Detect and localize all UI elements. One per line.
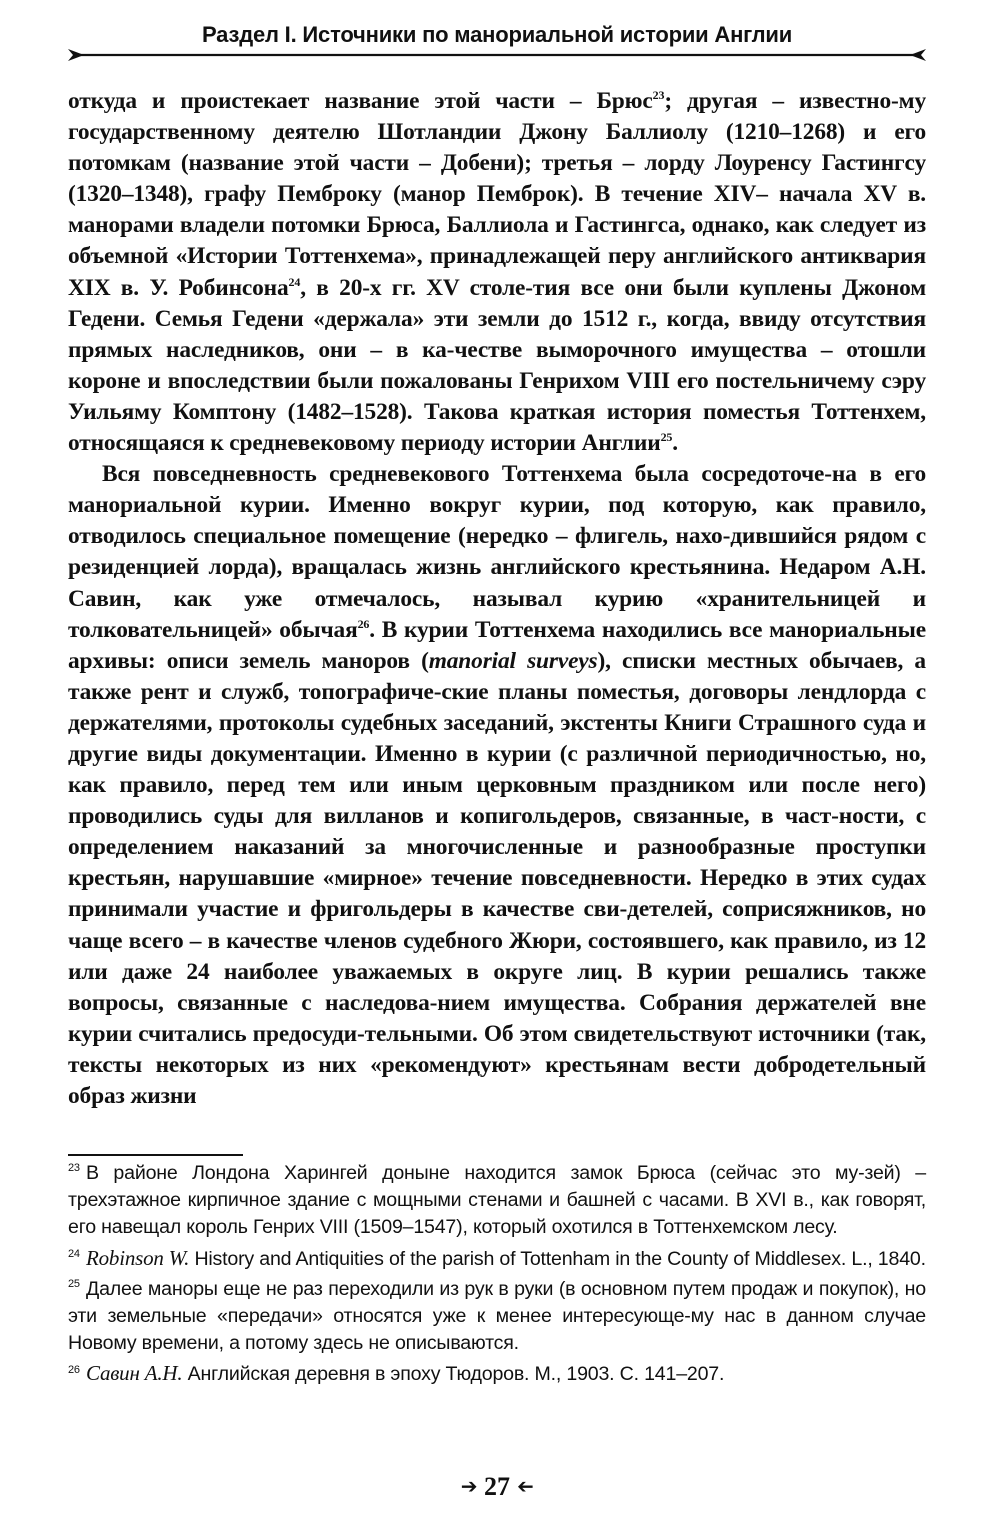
text-run: В районе Лондона Харингей доныне находится замок Брюса (сейчас это му-зей) – трехэтажное кирпичное здание с мощными стенами и башней с часами. В XVI в., как говорят, его навещал король Генрих VIII (1509–1547), который охотился в Тоттенхемском лесу. <box>68 1162 926 1239</box>
footnote-ref: 25 <box>660 430 673 445</box>
text-run: ), списки местных обычаев, а также рент и служб, топографиче-ские планы поместья, договоры лендлорда с держателями, протоколы судебных заседаний, экстенты Книги Страшного суда и другие виды документации. Именно в курии (с различной периодичностью, но, как правило, перед тем или иным церковным праздником или после него) проводились суды для вилланов и копигольдеров, связанные, в част-ности, с определением наказаний за многочисленные и разнообразные проступки крестьян, нарушавшие «мирное» течение повседневности. Нередко в этих судах принимали участие и фригольдеры в качестве сви-детелей, соприсяжников, но чаще всего – в качестве членов судебного Жюри, состоявшего, как правило, из 12 или даже 24 наиболее уважаемых в округе лиц. В курии решались также вопросы, связанные с наследова-нием имущества. Собрания держателей вне курии считались предосуди-тельными. Об этом свидетельствуют источники (так, тексты некоторых из них «рекомендуют» крестьянам вести добродетельный образ жизни <box>68 647 926 1109</box>
italic-text: Robinson W. <box>86 1245 190 1270</box>
book-page <box>68 0 926 1529</box>
footnote: 26 Савин А.Н. Английская деревня в эпоху Тюдоров. М., 1903. С. 141–207. <box>68 1361 725 1386</box>
footnote-ref: 24 <box>288 274 301 289</box>
footnote: 25 Далее маноры еще не раз переходили из рук в руки (в основном путем продаж и покупок), но эти земельные «передачи» относятся уже к менее интересующе-му нас в данном случае Новому времени, а потому здесь не описываются. <box>68 1277 926 1355</box>
page-number <box>68 1472 926 1502</box>
head-rule-ornament <box>68 48 926 62</box>
text-run: Вся повседневность средневекового Тоттенхема была сосредоточе-на в его манориальной курии. Именно вокруг курии, под которую, как правило, отводилось специальное помещение (нередко – флигель, нахо-дившийся рядом с резиденцией лорда), вращалась жизнь английского крестьянина. Недаром А.Н. Савин, как уже отмечалось, называл курию «хранительницей и толковательницей» обычая <box>68 461 926 643</box>
footnote-ref: 23 <box>652 88 665 103</box>
text-run: ; другая – известно-му государственному деятелю Шотландии Джону Баллиолу (1210–1268) и его потомкам (название этой части – Добени); третья – лорду Лоуренсу Гастингсу (1320–1348), графу Пемброку (манор Пемброк). В течение XIV– начала XV в. манорами владели потомки Брюса, Баллиола и Гастингса, однако, как следует из объемной «Истории Тоттенхема», принадлежащей перу английского антиквария XIX в. У. Робинсона <box>68 88 926 301</box>
italic-text: manorial surveys <box>428 647 598 674</box>
text-run: Английская деревня в эпоху Тюдоров. М., 1903. С. 141–207. <box>182 1363 725 1386</box>
italic-text: Савин А.Н. <box>86 1361 183 1386</box>
footnote-ref: 26 <box>357 616 370 631</box>
footnote: 24 Robinson W. History and Antiquities of the parish of Tottenham in the County of Middlesex. L., 1840. <box>68 1245 926 1270</box>
text-run: Далее маноры еще не раз переходили из рук в руки (в основном путем продаж и покупок), но эти земельные «передачи» относятся уже к менее интересующе-му нас в данном случае Новому времени, а потому здесь не описываются. <box>68 1277 926 1355</box>
paragraph <box>68 459 926 1112</box>
paragraph <box>68 86 926 459</box>
running-head: Раздел I. Источники по манориальной истории Англии <box>201 22 793 47</box>
footnote: 23 В районе Лондона Харингей доныне находится замок Брюса (сейчас это му-зей) – трехэтажное кирпичное здание с мощными стенами и башней с часами. В XVI в., как говорят, его навещал король Генрих VIII (1509–1547), который охотился в Тоттенхемском лесу. <box>68 1162 926 1239</box>
body-text <box>68 86 926 1112</box>
text-run: . <box>672 430 678 457</box>
page-number-value: 27 <box>484 1472 510 1501</box>
text-run: , в 20-х гг. XV столе-тия все они были куплены Джоном Гедени. Семья Гедени «держала» эти земли до 1512 г., когда, ввиду отсутствия прямых наследников, они – в ка-честве выморочного имущества – отошли короне и впоследствии были пожалованы Генрихом VIII его постельничему сэру Уильяму Комптону (1482–1528). Такова краткая история поместья Тоттенхем, относящаяся к средневековому периоду истории Англии <box>68 274 926 457</box>
text-run: . В курии Тоттенхема находились все манориальные архивы: описи земель маноров ( <box>68 616 926 674</box>
text-run: History and Antiquities of the parish of Tottenham in the County of Middlesex. L., 1840. <box>189 1247 926 1270</box>
footnotes <box>68 1160 926 1392</box>
arrow-right-icon: ➔ <box>460 1474 478 1498</box>
arrow-left-icon: ➔ <box>516 1474 534 1498</box>
footnote-separator <box>68 1154 243 1156</box>
text-run: откуда и проистекает название этой части – Брюс <box>68 88 653 114</box>
